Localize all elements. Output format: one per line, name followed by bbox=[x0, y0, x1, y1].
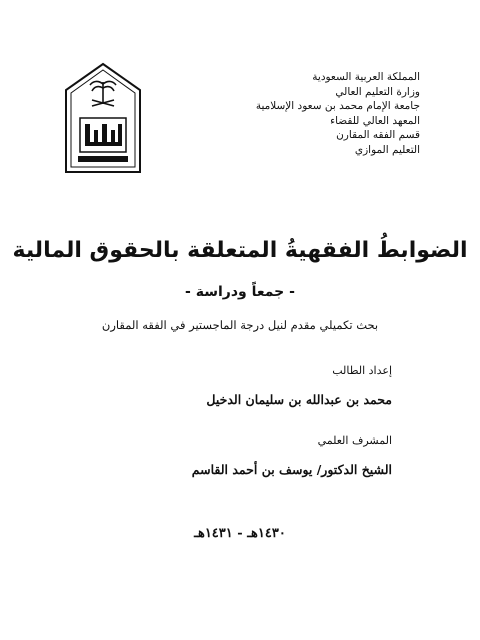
thesis-title: الضوابطُ الفقهيةُ المتعلقة بالحقوق المالية bbox=[12, 238, 468, 263]
header-line-kingdom: المملكة العربية السعودية bbox=[312, 71, 420, 83]
supervisor-name: الشيخ الدكتور/ يوسف بن أحمد القاسم bbox=[191, 462, 392, 477]
academic-year: ١٤٣٠هـ - ١٤٣١هـ bbox=[194, 526, 286, 541]
research-note: بحث تكميلي مقدم لنيل درجة الماجستير في الفقه المقارن bbox=[101, 318, 379, 332]
university-emblem-icon bbox=[58, 60, 148, 180]
institution-header bbox=[230, 70, 420, 157]
header-line-department: قسم الفقه المقارن bbox=[336, 129, 420, 141]
header-line-university: جامعة الإمام محمد بن سعود الإسلامية bbox=[255, 100, 420, 112]
header-line-institute: المعهد العالي للقضاء bbox=[330, 114, 420, 127]
student-name: محمد بن عبدالله بن سليمان الدخيل bbox=[206, 392, 392, 407]
student-label: إعداد الطالب bbox=[332, 364, 392, 377]
header-line-program: التعليم الموازي bbox=[354, 143, 420, 156]
supervisor-label: المشرف العلمي bbox=[317, 434, 392, 447]
header-line-ministry: وزارة التعليم العالي bbox=[335, 85, 420, 98]
thesis-subtitle: - جمعاً ودراسة - bbox=[185, 284, 295, 300]
